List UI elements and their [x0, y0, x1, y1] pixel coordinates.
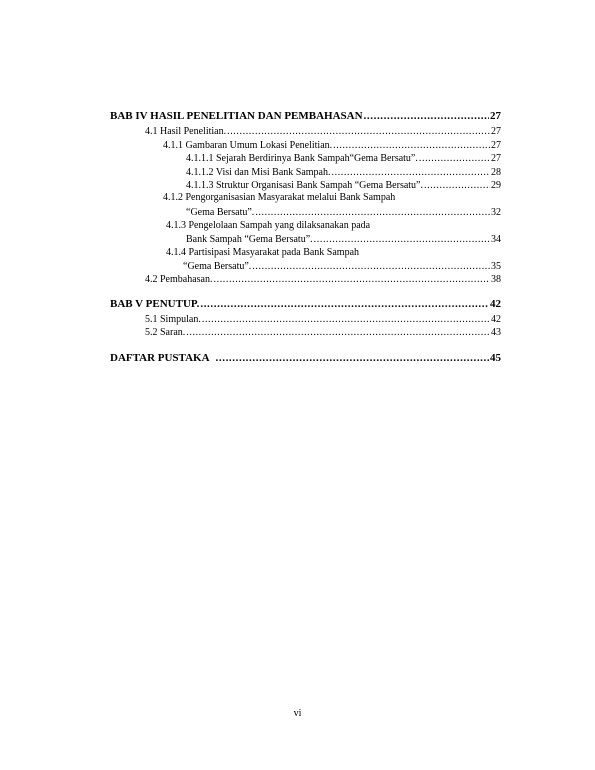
toc-entry-bab-4[interactable] — [110, 110, 501, 122]
toc-entry-page: 42 — [490, 298, 501, 310]
toc-entry-4-1-4-line1: 4.1.4 Partisipasi Masyarakat pada Bank Sampah — [166, 247, 360, 258]
toc-entry-page: 27 — [491, 126, 501, 137]
toc-entry-bab-5[interactable] — [110, 298, 501, 310]
toc-entry-title: 4.2 Pembahasan. — [145, 274, 213, 285]
toc-entry-5-1[interactable] — [145, 313, 501, 325]
toc-entry-title: DAFTAR PUSTAKA — [110, 352, 210, 364]
toc-entry-page: 29 — [491, 180, 501, 191]
toc-entry-4-1-3[interactable] — [186, 233, 501, 245]
dot-leader — [364, 110, 489, 122]
page-number: vi — [293, 708, 302, 719]
toc-entry-4-1-1-2[interactable] — [186, 166, 501, 178]
dot-leader — [424, 180, 490, 191]
dot-leader — [227, 126, 490, 137]
toc-entry-page: 38 — [491, 274, 501, 285]
toc-entry-title: 4.1.1.1 Sejarah Berdirinya Bank Sampah“Gema Bersatu”. — [186, 153, 418, 164]
toc-entry-title: “Gema Bersatu”. — [186, 207, 255, 218]
toc-entry-5-2[interactable] — [145, 326, 501, 338]
toc-entry-4-1[interactable] — [145, 125, 501, 137]
toc-entry-page: 42 — [491, 314, 501, 325]
toc-entry-title: 5.1 Simpulan. — [145, 314, 201, 325]
dot-leader — [216, 352, 489, 364]
toc-entry-4-1-2-line1: 4.1.2 Pengorganisasian Masyarakat melalui Bank Sampah — [163, 192, 396, 203]
toc-entry-title: 4.1.1.3 Struktur Organisasi Bank Sampah “Gema Bersatu”. — [186, 180, 423, 191]
dot-leader — [419, 153, 490, 164]
toc-entry-page: 35 — [491, 261, 501, 272]
toc-entry-title: 4.1.1 Gambaran Umum Lokasi Penelitian. — [163, 140, 333, 151]
toc-entry-4-1-2[interactable] — [186, 206, 501, 218]
dot-leader — [255, 207, 490, 218]
toc-entry-page: 28 — [491, 167, 501, 178]
toc-entry-title: BAB IV HASIL PENELITIAN DAN PEMBAHASAN — [110, 110, 363, 122]
dot-leader — [252, 261, 490, 272]
toc-entry-page: 43 — [491, 327, 501, 338]
toc-entry-page: 27 — [490, 110, 501, 122]
toc-entry-title: Bank Sampah “Gema Bersatu”. — [186, 234, 313, 245]
toc-entry-4-1-3-line1: 4.1.3 Pengelolaan Sampah yang dilaksanakan pada — [166, 220, 371, 231]
dot-leader — [332, 167, 491, 178]
toc-entry-title: BAB V PENUTUP. — [110, 298, 200, 310]
toc-entry-page: 45 — [490, 352, 501, 364]
toc-entry-4-2[interactable] — [145, 273, 501, 285]
toc-entry-page: 32 — [491, 207, 501, 218]
dot-leader — [200, 298, 489, 310]
dot-leader — [186, 327, 490, 338]
toc-entry-4-1-1[interactable] — [163, 139, 501, 151]
dot-leader — [202, 314, 490, 325]
toc-entry-daftar-pustaka[interactable] — [110, 352, 501, 364]
toc-entry-title: 4.1 Hasil Penelitian. — [145, 126, 227, 137]
toc-entry-title: “Gema Bersatu”. — [183, 261, 252, 272]
dot-leader — [214, 274, 491, 285]
toc-entry-title: 5.2 Saran. — [145, 327, 186, 338]
toc-entry-page: 34 — [491, 234, 501, 245]
toc-entry-4-1-4[interactable] — [183, 260, 501, 272]
toc-entry-4-1-1-1[interactable] — [186, 152, 501, 164]
toc-entry-page: 27 — [491, 153, 501, 164]
toc-entry-4-1-1-3[interactable] — [186, 179, 501, 191]
toc-entry-page: 27 — [491, 140, 501, 151]
dot-leader — [333, 140, 490, 151]
dot-leader — [314, 234, 490, 245]
toc-entry-title: 4.1.1.2 Visi dan Misi Bank Sampah. — [186, 167, 331, 178]
